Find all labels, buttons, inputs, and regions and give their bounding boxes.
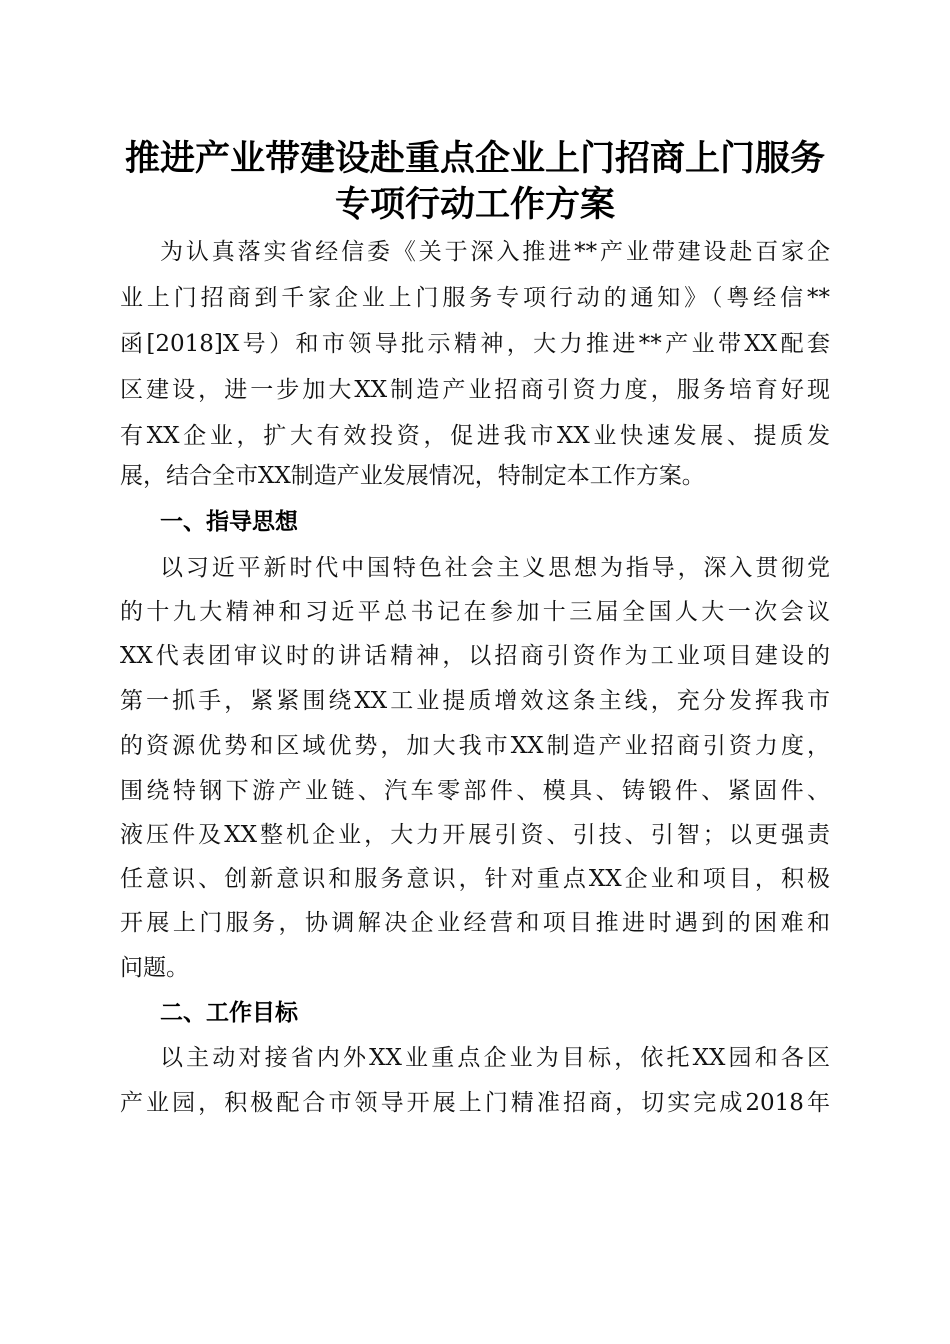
section1-line: 以习近平新时代中国特色社会主义思想为指导，深入贯彻党 [160, 555, 830, 581]
section-heading-work-objectives: 二、工作目标 [160, 1000, 298, 1026]
section2-line: 以主动对接省内外XX业重点企业为目标，依托XX园和各区 [160, 1045, 830, 1071]
intro-line: 函[2018]X号）和市领导批示精神，大力推进**产业带XX配套 [120, 331, 830, 357]
intro-line: 区建设，进一步加大XX制造产业招商引资力度，服务培育好现 [120, 377, 830, 403]
section2-line: 产业园，积极配合市领导开展上门精准招商，切实完成2018年 [120, 1090, 830, 1116]
section-heading-guiding-ideology: 一、指导思想 [160, 509, 298, 535]
document-title-line-2: 专项行动工作方案 [334, 184, 615, 225]
document-title-line-1: 推进产业带建设赴重点企业上门招商上门服务 [124, 138, 825, 179]
section1-line: 液压件及XX整机企业，大力开展引资、引技、引智；以更强责 [120, 822, 830, 848]
section1-line: 开展上门服务，协调解决企业经营和项目推进时遇到的困难和 [120, 910, 830, 936]
section1-line: 任意识、创新意识和服务意识，针对重点XX企业和项目，积极 [120, 866, 830, 892]
section1-line: 的十九大精神和习近平总书记在参加十三届全国人大一次会议 [120, 599, 830, 625]
intro-line: 有XX企业，扩大有效投资，促进我市XX业快速发展、提质发 [120, 423, 830, 449]
section1-line: 的资源优势和区域优势，加大我市XX制造产业招商引资力度， [120, 733, 830, 759]
intro-line: 业上门招商到千家企业上门服务专项行动的通知》（粤经信** [120, 285, 830, 311]
intro-line: 展，结合全市XX制造产业发展情况，特制定本工作方案。 [120, 463, 705, 489]
intro-line: 为认真落实省经信委《关于深入推进**产业带建设赴百家企 [160, 239, 830, 265]
section1-line: 问题。 [120, 955, 189, 981]
section1-line: XX代表团审议时的讲话精神，以招商引资作为工业项目建设的 [120, 643, 830, 669]
section1-line: 第一抓手，紧紧围绕XX工业提质增效这条主线，充分发挥我市 [120, 688, 830, 714]
section1-line: 围绕特钢下游产业链、汽车零部件、模具、铸锻件、紧固件、 [120, 778, 830, 804]
